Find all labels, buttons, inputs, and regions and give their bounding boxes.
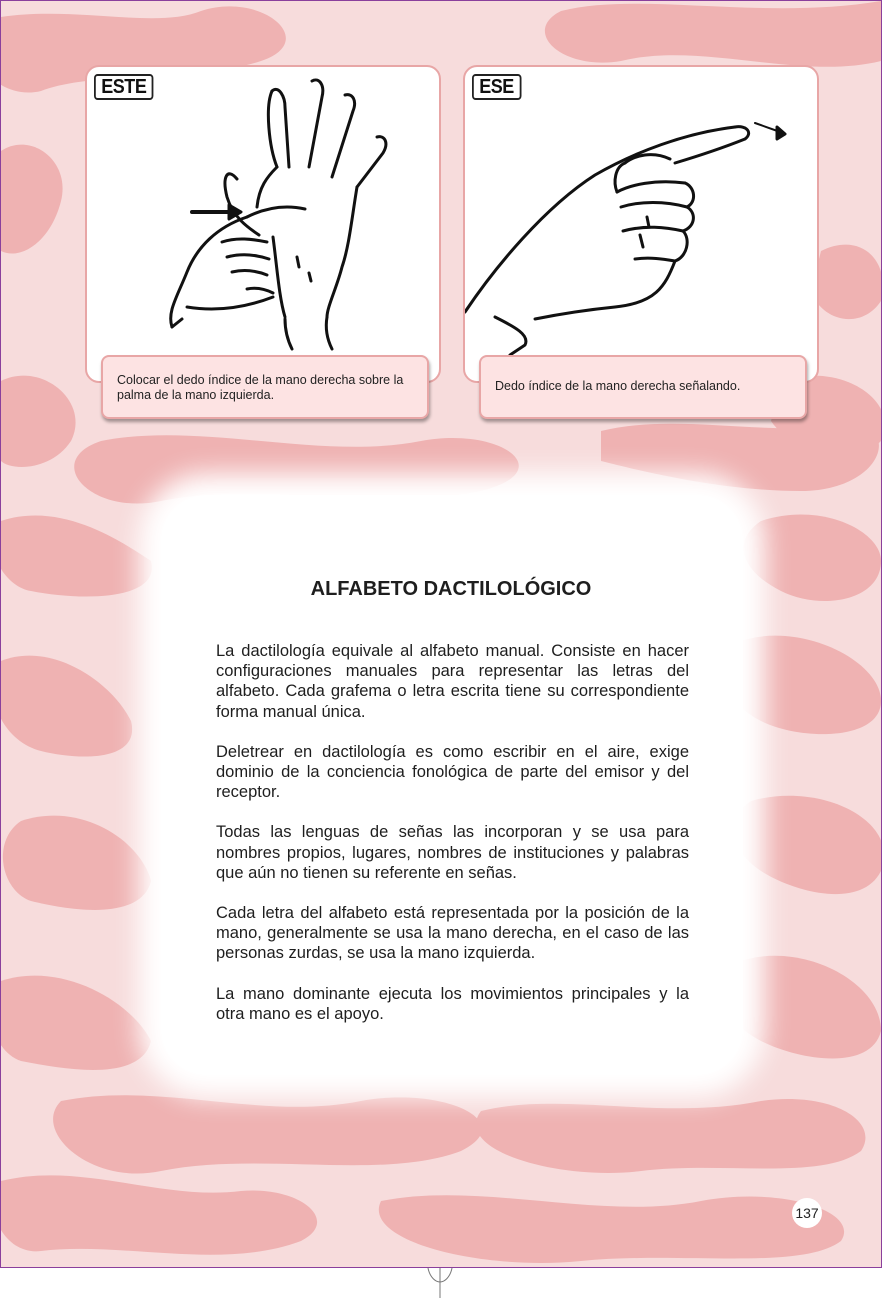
hand-pointing-at-palm-icon xyxy=(87,67,439,381)
sign-card-ese xyxy=(463,65,819,383)
sign-caption: Colocar el dedo índice de la mano derecha sobre la palma de la mano izquierda. xyxy=(101,355,429,419)
sign-caption: Dedo índice de la mano derecha señalando. xyxy=(479,355,807,419)
body-paragraph: Cada letra del alfabeto está representada por la posición de la mano, generalmente se usa la mano derecha, en el caso de las personas zurdas, se usa la mano izquierda. xyxy=(216,904,689,963)
crop-mark-icon xyxy=(422,1266,458,1300)
sign-word-label: ESTE xyxy=(94,74,154,100)
sign-card-este xyxy=(85,65,441,383)
hand-pointing-index-icon xyxy=(465,67,817,381)
section-body xyxy=(216,641,689,1044)
page-number: 137 xyxy=(792,1198,822,1228)
body-paragraph: La dactilología equivale al alfabeto manual. Consiste en hacer configuraciones manuales para representar las letras del alfabeto. Cada grafema o letra escrita tiene su correspondiente forma manual única. xyxy=(216,642,689,721)
body-paragraph: Deletrear en dactilología es como escribir en el aire, exige dominio de la conciencia fonológica de parte del emisor y del receptor. xyxy=(216,742,689,802)
body-paragraph: Todas las lenguas de señas las incorporan y se usa para nombres propios, lugares, nombres de instituciones y palabras que aún no tienen su referente en señas. xyxy=(216,823,689,882)
section-title: ALFABETO DACTILOLÓGICO xyxy=(310,578,592,600)
sign-word-label: ESE xyxy=(472,74,521,100)
body-paragraph: La mano dominante ejecuta los movimientos principales y la otra mano es el apoyo. xyxy=(216,984,689,1023)
